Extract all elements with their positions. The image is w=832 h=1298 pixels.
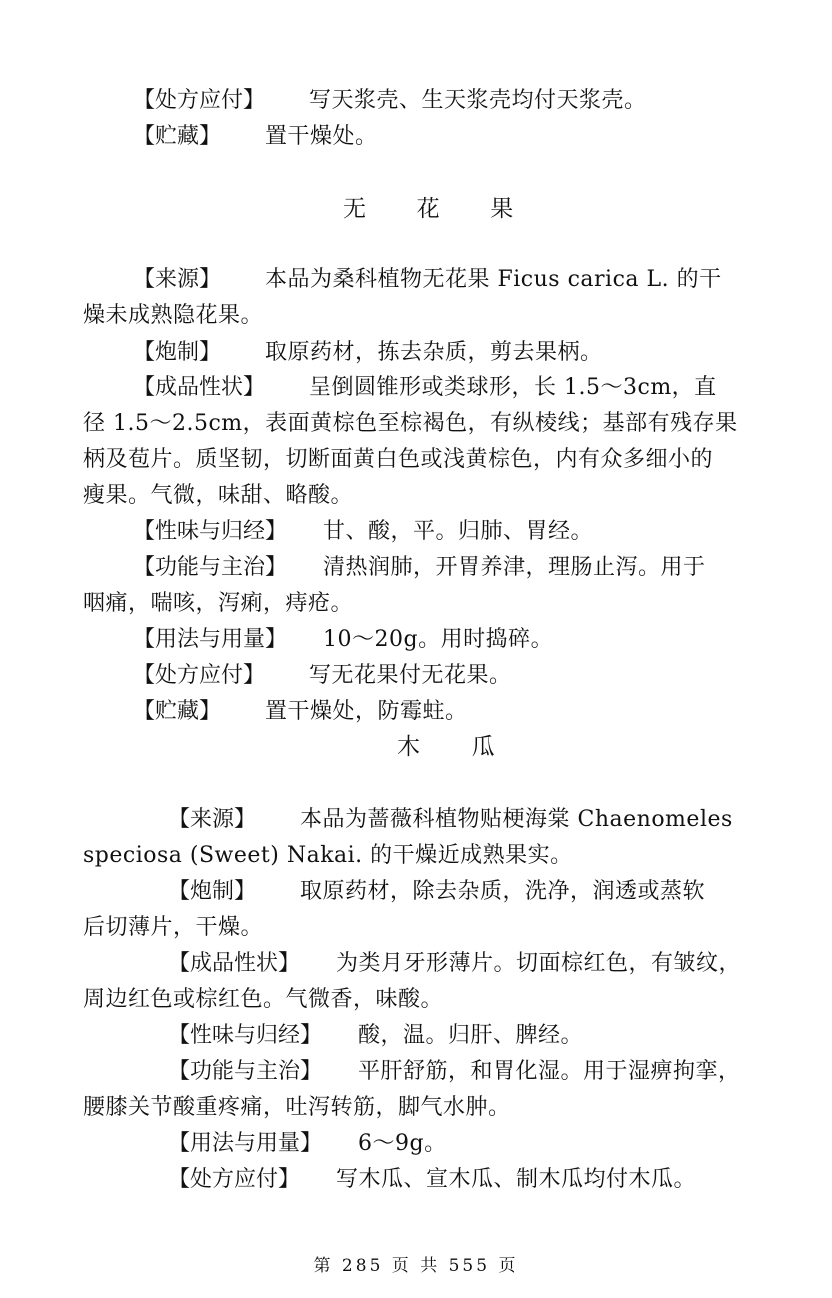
mugua-source-line bbox=[168, 806, 733, 834]
storage-tag: 【贮藏】 bbox=[133, 124, 222, 149]
properties-tag: 【成品性状】 bbox=[133, 375, 266, 400]
mugua-processing-line2: 后切薄片，干燥。 bbox=[83, 915, 264, 940]
prescription-text: 写木瓜、宣木瓜、制木瓜均付木瓜。 bbox=[336, 1167, 697, 1192]
mugua-nature-line bbox=[168, 1022, 583, 1050]
processing-text: 取原药材，除去杂质，洗净，润透或蒸软 bbox=[300, 879, 706, 904]
section-title-mugua bbox=[397, 733, 495, 761]
wuhuaguo-properties-line2: 径 1.5～2.5cm，表面黄棕色至棕褐色，有纵棱线；基部有残存果 bbox=[83, 411, 738, 436]
prescription-tag: 【处方应付】 bbox=[133, 663, 266, 688]
wuhuaguo-properties-line bbox=[133, 374, 717, 402]
usage-tag: 【用法与用量】 bbox=[133, 627, 288, 652]
wuhuaguo-nature-line bbox=[133, 518, 593, 546]
nature-text: 酸，温。归肝、脾经。 bbox=[358, 1023, 584, 1048]
wuhuaguo-prescription-line bbox=[133, 662, 512, 690]
processing-tag: 【炮制】 bbox=[168, 879, 257, 904]
usage-tag: 【用法与用量】 bbox=[168, 1131, 323, 1156]
page-number-footer: 第 285 页 共 555 页 bbox=[313, 1256, 519, 1276]
source-text: 本品为蔷薇科植物贴梗海棠 Chaenomeles bbox=[300, 807, 733, 832]
nature-text: 甘、酸，平。归肺、胃经。 bbox=[323, 519, 594, 544]
storage-tag: 【贮藏】 bbox=[133, 699, 222, 724]
wuhuaguo-function-line2: 咽痛，喘咳，泻痢，痔疮。 bbox=[83, 591, 354, 616]
wuhuaguo-properties-line3: 柄及苞片。质坚韧，切断面黄白色或浅黄棕色，内有众多细小的 bbox=[83, 447, 714, 472]
title-char: 木 bbox=[397, 734, 420, 760]
mugua-prescription-line bbox=[168, 1166, 696, 1194]
prescription-tag: 【处方应付】 bbox=[168, 1167, 301, 1192]
storage-text: 置干燥处。 bbox=[265, 124, 378, 149]
wuhuaguo-storage-line bbox=[133, 698, 468, 726]
title-char: 果 bbox=[490, 196, 514, 222]
wuhuaguo-source-line2: 燥未成熟隐花果。 bbox=[83, 303, 264, 328]
function-text: 平肝舒筋，和胃化湿。用于湿痹拘挛， bbox=[358, 1059, 741, 1084]
function-tag: 【功能与主治】 bbox=[168, 1059, 323, 1084]
nature-tag: 【性味与归经】 bbox=[133, 519, 288, 544]
processing-text: 取原药材，拣去杂质，剪去果柄。 bbox=[265, 340, 603, 365]
prescription-tag: 【处方应付】 bbox=[133, 88, 266, 113]
wuhuaguo-properties-line4: 瘦果。气微，味甜、略酸。 bbox=[83, 483, 354, 508]
prescription-text: 写天浆壳、生天浆壳均付天浆壳。 bbox=[309, 88, 647, 113]
title-char: 花 bbox=[416, 196, 440, 222]
nature-tag: 【性味与归经】 bbox=[168, 1023, 323, 1048]
usage-text: 6～9g。 bbox=[358, 1131, 447, 1156]
properties-tag: 【成品性状】 bbox=[168, 951, 301, 976]
mugua-usage-line bbox=[168, 1130, 447, 1158]
mugua-function-line bbox=[168, 1058, 741, 1086]
function-text: 清热润肺，开胃养津，理肠止泻。用于 bbox=[323, 555, 706, 580]
section-title-wuhuaguo bbox=[343, 195, 513, 223]
function-tag: 【功能与主治】 bbox=[133, 555, 288, 580]
title-char: 瓜 bbox=[471, 734, 495, 760]
mugua-properties-line2: 周边红色或棕红色。气微香，味酸。 bbox=[83, 987, 444, 1012]
processing-tag: 【炮制】 bbox=[133, 340, 222, 365]
properties-text: 呈倒圆锥形或类球形，长 1.5～3cm，直 bbox=[309, 375, 717, 400]
title-char: 无 bbox=[343, 196, 366, 222]
source-tag: 【来源】 bbox=[133, 267, 222, 292]
storage-text: 置干燥处，防霉蛀。 bbox=[265, 699, 468, 724]
source-text: 本品为桑科植物无花果 Ficus carica L. 的干 bbox=[265, 267, 722, 292]
prescription-text: 写无花果付无花果。 bbox=[309, 663, 512, 688]
mugua-function-line2: 腰膝关节酸重疼痛，吐泻转筋，脚气水肿。 bbox=[83, 1095, 511, 1120]
usage-text: 10～20g。用时捣碎。 bbox=[323, 627, 554, 652]
prev-prescription-line bbox=[133, 87, 647, 115]
prev-storage-line bbox=[133, 123, 378, 151]
source-tag: 【来源】 bbox=[168, 807, 257, 832]
wuhuaguo-function-line bbox=[133, 554, 706, 582]
mugua-processing-line bbox=[168, 878, 705, 906]
wuhuaguo-source-line bbox=[133, 266, 722, 294]
mugua-properties-line bbox=[168, 950, 741, 978]
wuhuaguo-processing-line bbox=[133, 339, 603, 367]
wuhuaguo-usage-line bbox=[133, 626, 553, 654]
mugua-source-line2: speciosa (Sweet) Nakai. 的干燥近成熟果实。 bbox=[83, 843, 573, 868]
properties-text: 为类月牙形薄片。切面棕红色，有皱纹， bbox=[336, 951, 742, 976]
